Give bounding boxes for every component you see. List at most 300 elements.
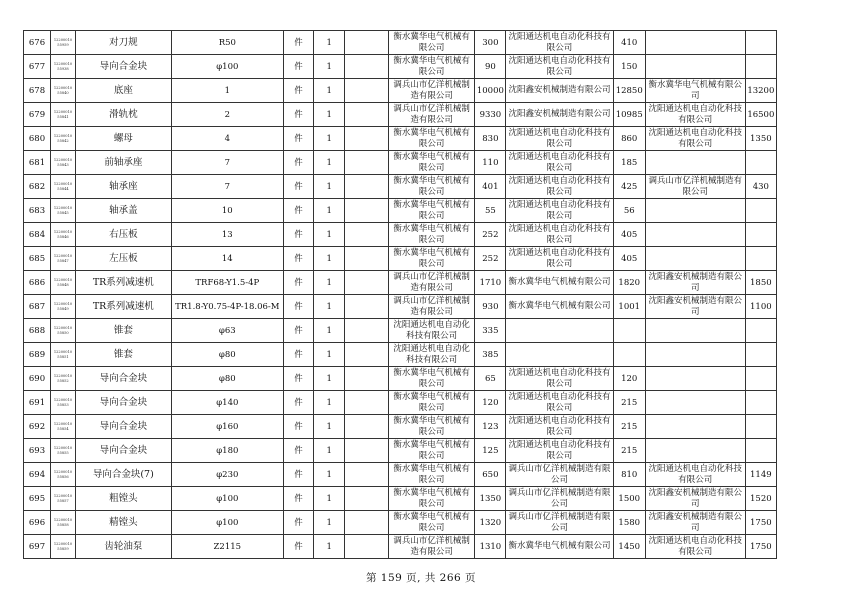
table-row [24, 127, 777, 151]
table-row [24, 535, 777, 559]
supplier-2: 调兵山市亿洋机械制造有限公司 [506, 487, 613, 511]
row-number: 677 [24, 55, 51, 79]
supplier-3: 沈阳通达机电自动化科技有限公司 [645, 463, 745, 487]
item-spec: TR1.8-Y0.75-4P-18.06-M [171, 295, 283, 319]
supplier-1: 衡水冀华电气机械有限公司 [388, 415, 474, 439]
supplier-1: 衡水冀华电气机械有限公司 [388, 463, 474, 487]
blank-cell [345, 151, 389, 175]
item-spec: 7 [171, 151, 283, 175]
row-number: 687 [24, 295, 51, 319]
item-name: 锥套 [75, 319, 171, 343]
supplier-2: 沈阳通达机电自动化科技有限公司 [506, 415, 613, 439]
table-row [24, 271, 777, 295]
item-spec: 1 [171, 79, 283, 103]
row-number: 679 [24, 103, 51, 127]
blank-cell [345, 31, 389, 55]
unit: 件 [283, 55, 313, 79]
supplier-2: 沈阳鑫安机械制造有限公司 [506, 103, 613, 127]
supplier-2: 沈阳通达机电自动化科技有限公司 [506, 391, 613, 415]
price-1: 1320 [475, 511, 506, 535]
price-1: 1350 [475, 487, 506, 511]
supplier-3: 沈阳通达机电自动化科技有限公司 [645, 535, 745, 559]
price-3: 1750 [745, 535, 776, 559]
price-1: 252 [475, 223, 506, 247]
supplier-3 [645, 367, 745, 391]
item-name: 锥套 [75, 343, 171, 367]
price-1: 65 [475, 367, 506, 391]
quantity: 1 [314, 247, 345, 271]
price-2: 1820 [613, 271, 645, 295]
row-number: 689 [24, 343, 51, 367]
quantity: 1 [314, 439, 345, 463]
quantity: 1 [314, 343, 345, 367]
material-code: 12200010 55959 [51, 31, 76, 55]
unit: 件 [283, 439, 313, 463]
blank-cell [345, 391, 389, 415]
price-3: 1850 [745, 271, 776, 295]
supplier-1: 衡水冀华电气机械有限公司 [388, 487, 474, 511]
supplier-2: 沈阳通达机电自动化科技有限公司 [506, 199, 613, 223]
material-code: 12200010 55854 [51, 415, 76, 439]
supplier-3 [645, 391, 745, 415]
table-row [24, 295, 777, 319]
material-code: 12200010 55847 [51, 247, 76, 271]
row-number: 680 [24, 127, 51, 151]
price-2 [613, 343, 645, 367]
unit: 件 [283, 103, 313, 127]
supplier-1: 衡水冀华电气机械有限公司 [388, 175, 474, 199]
price-2: 185 [613, 151, 645, 175]
table-row [24, 487, 777, 511]
material-code: 12200010 55851 [51, 343, 76, 367]
row-number: 685 [24, 247, 51, 271]
item-name: 轴承座 [75, 175, 171, 199]
price-2: 215 [613, 415, 645, 439]
blank-cell [345, 127, 389, 151]
price-3: 1149 [745, 463, 776, 487]
quantity: 1 [314, 319, 345, 343]
material-code: 12200010 55859 [51, 535, 76, 559]
price-1: 1710 [475, 271, 506, 295]
row-number: 692 [24, 415, 51, 439]
price-2: 215 [613, 391, 645, 415]
item-spec: φ63 [171, 319, 283, 343]
material-code: 12200010 55857 [51, 487, 76, 511]
quantity: 1 [314, 463, 345, 487]
blank-cell [345, 319, 389, 343]
price-2: 1580 [613, 511, 645, 535]
supplier-3 [645, 199, 745, 223]
quantity: 1 [314, 103, 345, 127]
blank-cell [345, 55, 389, 79]
supplier-3 [645, 55, 745, 79]
quantity: 1 [314, 367, 345, 391]
quantity: 1 [314, 127, 345, 151]
blank-cell [345, 247, 389, 271]
material-code: 12200010 55846 [51, 223, 76, 247]
unit: 件 [283, 415, 313, 439]
unit: 件 [283, 319, 313, 343]
supplier-3: 沈阳鑫安机械制造有限公司 [645, 511, 745, 535]
price-3: 1350 [745, 127, 776, 151]
table-row [24, 415, 777, 439]
price-2: 56 [613, 199, 645, 223]
supplier-1: 调兵山市亿洋机械制造有限公司 [388, 103, 474, 127]
table-row [24, 79, 777, 103]
quote-table [23, 30, 777, 559]
row-number: 691 [24, 391, 51, 415]
row-number: 696 [24, 511, 51, 535]
price-2: 405 [613, 247, 645, 271]
unit: 件 [283, 463, 313, 487]
supplier-1: 调兵山市亿洋机械制造有限公司 [388, 295, 474, 319]
blank-cell [345, 103, 389, 127]
supplier-1: 衡水冀华电气机械有限公司 [388, 55, 474, 79]
price-1: 1310 [475, 535, 506, 559]
supplier-3: 沈阳鑫安机械制造有限公司 [645, 295, 745, 319]
blank-cell [345, 175, 389, 199]
supplier-3 [645, 247, 745, 271]
row-number: 684 [24, 223, 51, 247]
item-name: 导向合金块 [75, 439, 171, 463]
item-name: 左压板 [75, 247, 171, 271]
unit: 件 [283, 511, 313, 535]
price-2 [613, 319, 645, 343]
price-3: 1520 [745, 487, 776, 511]
quantity: 1 [314, 271, 345, 295]
table-row [24, 391, 777, 415]
supplier-3 [645, 151, 745, 175]
price-3 [745, 31, 776, 55]
price-1: 335 [475, 319, 506, 343]
price-2: 10985 [613, 103, 645, 127]
material-code: 12200010 55938 [51, 55, 76, 79]
price-3 [745, 247, 776, 271]
material-code: 12200010 55840 [51, 79, 76, 103]
supplier-1: 沈阳通达机电自动化科技有限公司 [388, 319, 474, 343]
item-name: 粗镗头 [75, 487, 171, 511]
blank-cell [345, 487, 389, 511]
table-row [24, 223, 777, 247]
supplier-2: 沈阳通达机电自动化科技有限公司 [506, 55, 613, 79]
unit: 件 [283, 151, 313, 175]
price-3 [745, 319, 776, 343]
item-name: 导向合金块 [75, 391, 171, 415]
supplier-1: 衡水冀华电气机械有限公司 [388, 31, 474, 55]
quantity: 1 [314, 295, 345, 319]
row-number: 683 [24, 199, 51, 223]
unit: 件 [283, 391, 313, 415]
blank-cell [345, 535, 389, 559]
quantity: 1 [314, 79, 345, 103]
supplier-2: 衡水冀华电气机械有限公司 [506, 535, 613, 559]
blank-cell [345, 463, 389, 487]
row-number: 686 [24, 271, 51, 295]
item-name: 滑轨枕 [75, 103, 171, 127]
item-name: 导向合金块 [75, 55, 171, 79]
item-name: TR系列减速机 [75, 295, 171, 319]
item-name: 精镗头 [75, 511, 171, 535]
quantity: 1 [314, 487, 345, 511]
item-spec: φ80 [171, 343, 283, 367]
table-row [24, 151, 777, 175]
price-2: 425 [613, 175, 645, 199]
item-spec: φ80 [171, 367, 283, 391]
item-spec: 2 [171, 103, 283, 127]
item-spec: R50 [171, 31, 283, 55]
price-3 [745, 415, 776, 439]
price-1: 120 [475, 391, 506, 415]
unit: 件 [283, 487, 313, 511]
row-number: 697 [24, 535, 51, 559]
table-row [24, 55, 777, 79]
unit: 件 [283, 247, 313, 271]
price-3: 16500 [745, 103, 776, 127]
price-3: 13200 [745, 79, 776, 103]
table-row [24, 511, 777, 535]
price-3 [745, 367, 776, 391]
supplier-3: 沈阳鑫安机械制造有限公司 [645, 271, 745, 295]
supplier-2: 沈阳通达机电自动化科技有限公司 [506, 175, 613, 199]
price-3 [745, 199, 776, 223]
table-row [24, 175, 777, 199]
supplier-3: 衡水冀华电气机械有限公司 [645, 79, 745, 103]
supplier-1: 调兵山市亿洋机械制造有限公司 [388, 271, 474, 295]
table-row [24, 463, 777, 487]
blank-cell [345, 223, 389, 247]
material-code: 12200010 55855 [51, 439, 76, 463]
quantity: 1 [314, 175, 345, 199]
quantity: 1 [314, 511, 345, 535]
supplier-3 [645, 343, 745, 367]
price-2: 810 [613, 463, 645, 487]
supplier-1: 衡水冀华电气机械有限公司 [388, 247, 474, 271]
supplier-2: 沈阳通达机电自动化科技有限公司 [506, 151, 613, 175]
item-spec: φ230 [171, 463, 283, 487]
item-name: 导向合金块 [75, 415, 171, 439]
supplier-2 [506, 343, 613, 367]
row-number: 678 [24, 79, 51, 103]
price-2: 12850 [613, 79, 645, 103]
price-1: 90 [475, 55, 506, 79]
price-2: 120 [613, 367, 645, 391]
price-1: 300 [475, 31, 506, 55]
supplier-2: 衡水冀华电气机械有限公司 [506, 271, 613, 295]
price-2: 1500 [613, 487, 645, 511]
price-1: 55 [475, 199, 506, 223]
item-name: 导向合金块 [75, 367, 171, 391]
item-name: 底座 [75, 79, 171, 103]
price-3 [745, 439, 776, 463]
item-spec: 13 [171, 223, 283, 247]
item-spec: φ160 [171, 415, 283, 439]
price-3 [745, 391, 776, 415]
item-spec: 4 [171, 127, 283, 151]
unit: 件 [283, 175, 313, 199]
supplier-2: 调兵山市亿洋机械制造有限公司 [506, 463, 613, 487]
item-name: 导向合金块(7) [75, 463, 171, 487]
table-row [24, 439, 777, 463]
row-number: 693 [24, 439, 51, 463]
supplier-1: 衡水冀华电气机械有限公司 [388, 511, 474, 535]
item-name: 对刀规 [75, 31, 171, 55]
item-spec: φ100 [171, 55, 283, 79]
row-number: 690 [24, 367, 51, 391]
price-2: 1450 [613, 535, 645, 559]
supplier-1: 衡水冀华电气机械有限公司 [388, 439, 474, 463]
blank-cell [345, 343, 389, 367]
material-code: 12200010 55844 [51, 175, 76, 199]
supplier-1: 调兵山市亿洋机械制造有限公司 [388, 79, 474, 103]
material-code: 12200010 55849 [51, 295, 76, 319]
table-row [24, 319, 777, 343]
quantity: 1 [314, 199, 345, 223]
price-3 [745, 343, 776, 367]
supplier-3 [645, 223, 745, 247]
item-spec: φ140 [171, 391, 283, 415]
item-name: 轴承盖 [75, 199, 171, 223]
table-row [24, 199, 777, 223]
material-code: 12200010 55856 [51, 463, 76, 487]
material-code: 12200010 55845 [51, 199, 76, 223]
supplier-1: 衡水冀华电气机械有限公司 [388, 391, 474, 415]
price-3: 430 [745, 175, 776, 199]
quantity: 1 [314, 55, 345, 79]
material-code: 12200010 55853 [51, 391, 76, 415]
price-3 [745, 151, 776, 175]
quantity: 1 [314, 415, 345, 439]
supplier-2: 沈阳通达机电自动化科技有限公司 [506, 367, 613, 391]
material-code: 12200010 55843 [51, 151, 76, 175]
item-name: 右压板 [75, 223, 171, 247]
unit: 件 [283, 199, 313, 223]
supplier-2: 调兵山市亿洋机械制造有限公司 [506, 511, 613, 535]
table-row [24, 103, 777, 127]
price-2: 405 [613, 223, 645, 247]
quantity: 1 [314, 151, 345, 175]
blank-cell [345, 79, 389, 103]
price-2: 410 [613, 31, 645, 55]
blank-cell [345, 367, 389, 391]
supplier-3: 沈阳通达机电自动化科技有限公司 [645, 103, 745, 127]
unit: 件 [283, 271, 313, 295]
blank-cell [345, 295, 389, 319]
table-row [24, 367, 777, 391]
item-spec: 14 [171, 247, 283, 271]
quantity: 1 [314, 391, 345, 415]
supplier-3 [645, 319, 745, 343]
supplier-2: 沈阳通达机电自动化科技有限公司 [506, 223, 613, 247]
material-code: 12200010 55848 [51, 271, 76, 295]
unit: 件 [283, 295, 313, 319]
unit: 件 [283, 535, 313, 559]
price-2: 150 [613, 55, 645, 79]
row-number: 694 [24, 463, 51, 487]
supplier-2 [506, 319, 613, 343]
supplier-3: 沈阳鑫安机械制造有限公司 [645, 487, 745, 511]
material-code: 12200010 55841 [51, 103, 76, 127]
item-name: 螺母 [75, 127, 171, 151]
row-number: 676 [24, 31, 51, 55]
table-row [24, 343, 777, 367]
price-1: 385 [475, 343, 506, 367]
supplier-1: 衡水冀华电气机械有限公司 [388, 151, 474, 175]
price-3: 1750 [745, 511, 776, 535]
unit: 件 [283, 223, 313, 247]
supplier-2: 衡水冀华电气机械有限公司 [506, 295, 613, 319]
supplier-3 [645, 415, 745, 439]
price-1: 401 [475, 175, 506, 199]
row-number: 682 [24, 175, 51, 199]
row-number: 695 [24, 487, 51, 511]
item-spec: φ100 [171, 511, 283, 535]
material-code: 12200010 55850 [51, 319, 76, 343]
quantity: 1 [314, 31, 345, 55]
item-spec: TRF68-Y1.5-4P [171, 271, 283, 295]
item-name: TR系列减速机 [75, 271, 171, 295]
blank-cell [345, 439, 389, 463]
supplier-3 [645, 31, 745, 55]
supplier-3: 沈阳通达机电自动化科技有限公司 [645, 127, 745, 151]
price-2: 860 [613, 127, 645, 151]
unit: 件 [283, 367, 313, 391]
item-spec: 7 [171, 175, 283, 199]
blank-cell [345, 415, 389, 439]
price-1: 650 [475, 463, 506, 487]
price-2: 1001 [613, 295, 645, 319]
item-spec: 10 [171, 199, 283, 223]
price-1: 110 [475, 151, 506, 175]
unit: 件 [283, 79, 313, 103]
blank-cell [345, 271, 389, 295]
supplier-2: 沈阳通达机电自动化科技有限公司 [506, 31, 613, 55]
unit: 件 [283, 343, 313, 367]
blank-cell [345, 511, 389, 535]
supplier-2: 沈阳通达机电自动化科技有限公司 [506, 127, 613, 151]
price-1: 252 [475, 247, 506, 271]
supplier-1: 沈阳通达机电自动化科技有限公司 [388, 343, 474, 367]
supplier-1: 衡水冀华电气机械有限公司 [388, 127, 474, 151]
price-3: 1100 [745, 295, 776, 319]
supplier-2: 沈阳鑫安机械制造有限公司 [506, 79, 613, 103]
price-3 [745, 55, 776, 79]
unit: 件 [283, 127, 313, 151]
item-name: 齿轮油泵 [75, 535, 171, 559]
price-1: 123 [475, 415, 506, 439]
table-row [24, 31, 777, 55]
table-body [24, 31, 777, 559]
supplier-3: 调兵山市亿洋机械制造有限公司 [645, 175, 745, 199]
item-spec: φ100 [171, 487, 283, 511]
blank-cell [345, 199, 389, 223]
unit: 件 [283, 31, 313, 55]
row-number: 688 [24, 319, 51, 343]
price-1: 9330 [475, 103, 506, 127]
material-code: 12200010 55858 [51, 511, 76, 535]
quantity: 1 [314, 223, 345, 247]
supplier-1: 衡水冀华电气机械有限公司 [388, 199, 474, 223]
price-3 [745, 223, 776, 247]
price-1: 830 [475, 127, 506, 151]
item-spec: Z2115 [171, 535, 283, 559]
supplier-2: 沈阳通达机电自动化科技有限公司 [506, 247, 613, 271]
table-row [24, 247, 777, 271]
item-spec: φ180 [171, 439, 283, 463]
price-1: 125 [475, 439, 506, 463]
item-name: 前轴承座 [75, 151, 171, 175]
material-code: 12200010 55842 [51, 127, 76, 151]
supplier-1: 衡水冀华电气机械有限公司 [388, 367, 474, 391]
